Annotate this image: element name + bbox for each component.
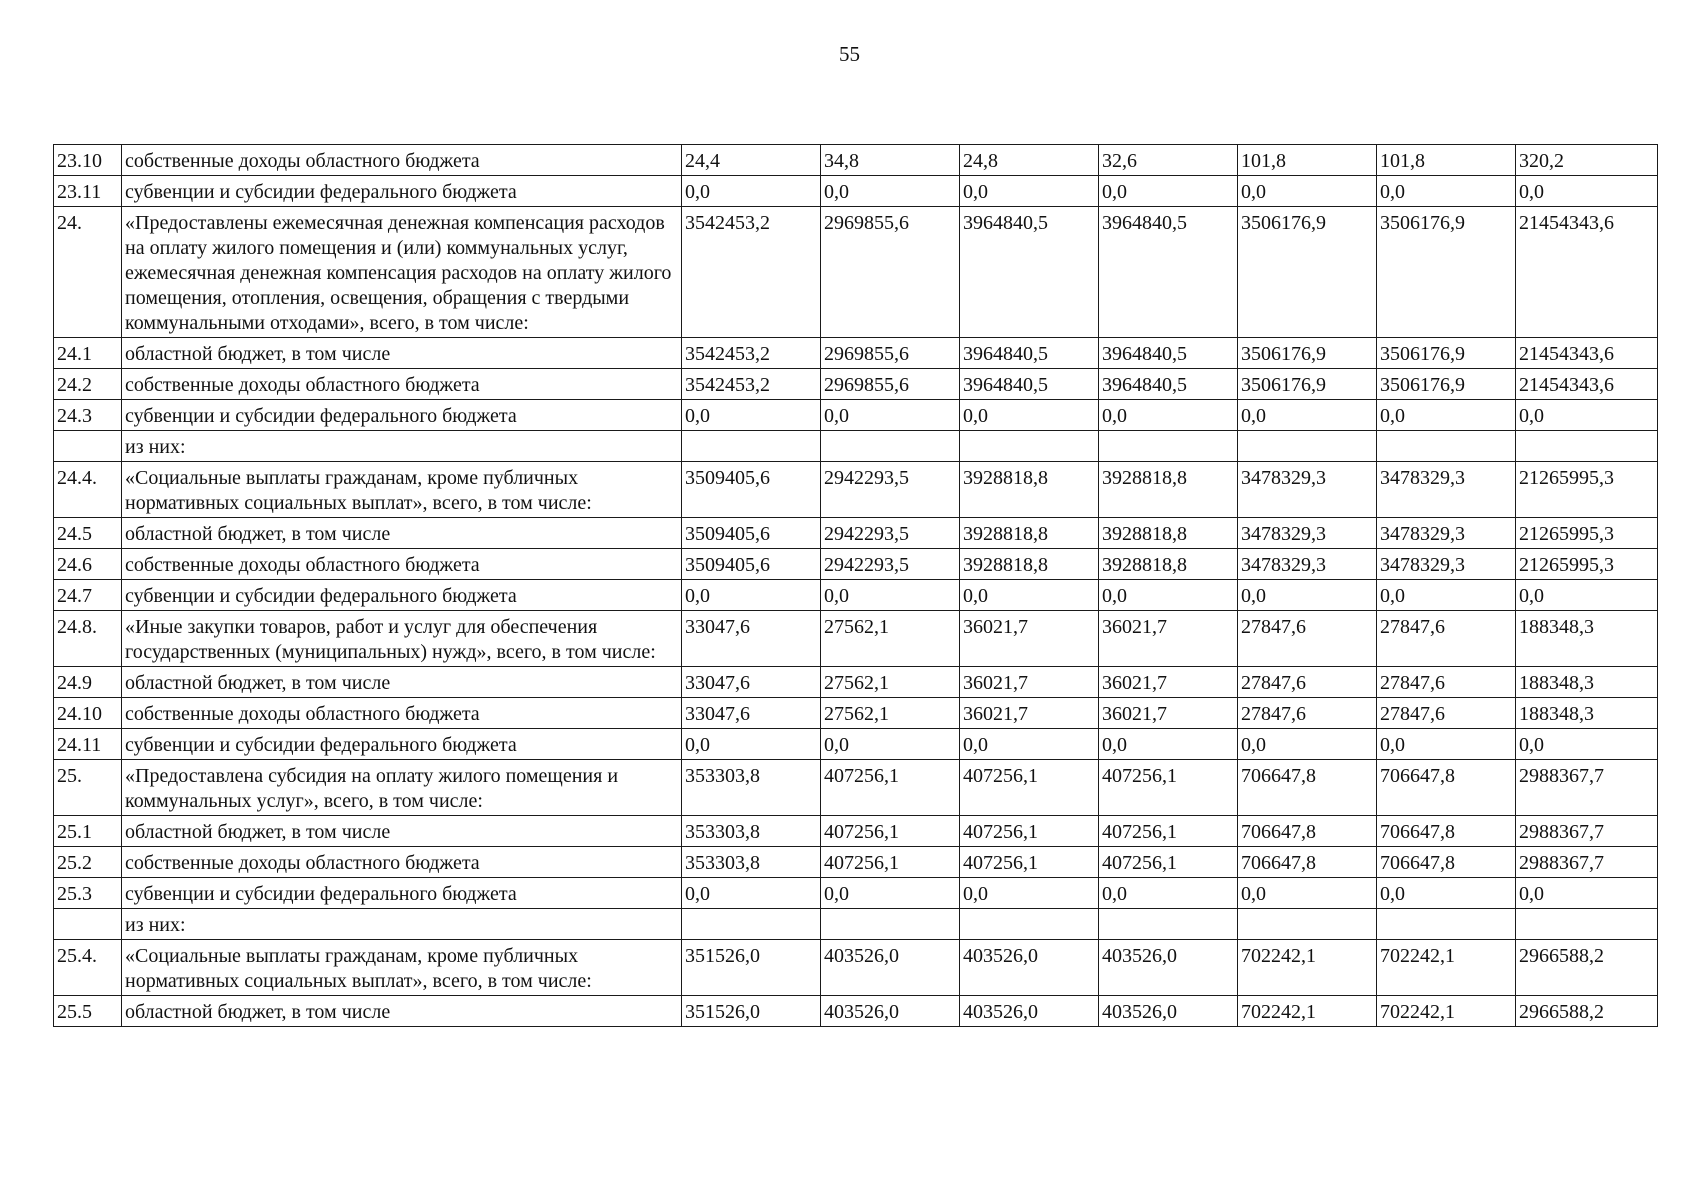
row-value-cell: 0,0 <box>1377 729 1516 760</box>
budget-table <box>53 144 1658 1027</box>
row-value-cell: 33047,6 <box>682 611 821 667</box>
row-total-cell: 21265995,3 <box>1516 549 1658 580</box>
row-value-cell: 407256,1 <box>821 816 960 847</box>
row-value-cell: 3928818,8 <box>1099 462 1238 518</box>
row-value-cell: 2942293,5 <box>821 549 960 580</box>
row-value-cell: 407256,1 <box>960 847 1099 878</box>
row-total-cell: 188348,3 <box>1516 698 1658 729</box>
row-value-cell: 407256,1 <box>1099 816 1238 847</box>
row-value-cell: 0,0 <box>1099 878 1238 909</box>
row-value-cell: 0,0 <box>682 400 821 431</box>
row-value-cell: 3928818,8 <box>1099 549 1238 580</box>
row-name-cell: субвенции и субсидии федерального бюджета <box>122 878 682 909</box>
row-value-cell: 36021,7 <box>960 611 1099 667</box>
row-value-cell <box>821 909 960 940</box>
row-value-cell: 407256,1 <box>821 760 960 816</box>
row-value-cell: 2969855,6 <box>821 338 960 369</box>
table-row <box>54 996 1658 1027</box>
row-value-cell: 3478329,3 <box>1377 549 1516 580</box>
row-value-cell: 0,0 <box>1099 176 1238 207</box>
row-value-cell: 407256,1 <box>960 816 1099 847</box>
row-value-cell: 3542453,2 <box>682 369 821 400</box>
row-value-cell: 0,0 <box>1377 878 1516 909</box>
table-row <box>54 431 1658 462</box>
row-value-cell <box>1238 431 1377 462</box>
row-name-cell: собственные доходы областного бюджета <box>122 369 682 400</box>
row-total-cell: 188348,3 <box>1516 667 1658 698</box>
row-value-cell: 3509405,6 <box>682 518 821 549</box>
row-code-cell: 24.11 <box>54 729 122 760</box>
row-code-cell: 25.3 <box>54 878 122 909</box>
row-name-cell: областной бюджет, в том числе <box>122 667 682 698</box>
row-name-cell: «Предоставлена субсидия на оплату жилого помещения и коммунальных услуг», всего, в том числе: <box>122 760 682 816</box>
row-value-cell: 27562,1 <box>821 667 960 698</box>
row-value-cell: 403526,0 <box>1099 996 1238 1027</box>
row-name-cell: «Иные закупки товаров, работ и услуг для обеспечения государственных (муниципальных) нужд», всего, в том числе: <box>122 611 682 667</box>
table-row <box>54 369 1658 400</box>
row-value-cell: 706647,8 <box>1377 847 1516 878</box>
row-total-cell: 0,0 <box>1516 580 1658 611</box>
row-value-cell: 3509405,6 <box>682 549 821 580</box>
row-value-cell <box>1377 431 1516 462</box>
row-value-cell: 0,0 <box>960 400 1099 431</box>
table-row <box>54 207 1658 338</box>
row-code-cell: 24.9 <box>54 667 122 698</box>
table-row <box>54 145 1658 176</box>
table-row <box>54 729 1658 760</box>
row-total-cell: 2988367,7 <box>1516 847 1658 878</box>
row-value-cell: 3964840,5 <box>960 338 1099 369</box>
row-code-cell: 25.1 <box>54 816 122 847</box>
row-value-cell: 3506176,9 <box>1238 338 1377 369</box>
row-value-cell: 0,0 <box>682 176 821 207</box>
row-value-cell: 407256,1 <box>960 760 1099 816</box>
row-value-cell: 2969855,6 <box>821 369 960 400</box>
table-row <box>54 462 1658 518</box>
row-code-cell: 25.5 <box>54 996 122 1027</box>
row-name-cell: субвенции и субсидии федерального бюджета <box>122 176 682 207</box>
row-value-cell: 706647,8 <box>1238 816 1377 847</box>
row-code-cell: 24.8. <box>54 611 122 667</box>
row-value-cell: 24,4 <box>682 145 821 176</box>
row-value-cell: 403526,0 <box>960 996 1099 1027</box>
row-value-cell: 0,0 <box>1377 580 1516 611</box>
row-value-cell: 407256,1 <box>821 847 960 878</box>
row-value-cell: 702242,1 <box>1377 940 1516 996</box>
row-value-cell: 3928818,8 <box>1099 518 1238 549</box>
row-value-cell: 706647,8 <box>1238 847 1377 878</box>
row-value-cell: 3964840,5 <box>1099 338 1238 369</box>
row-value-cell: 0,0 <box>1238 729 1377 760</box>
row-value-cell: 2942293,5 <box>821 462 960 518</box>
table-row <box>54 580 1658 611</box>
row-value-cell: 403526,0 <box>821 996 960 1027</box>
row-total-cell: 21265995,3 <box>1516 518 1658 549</box>
row-name-cell: собственные доходы областного бюджета <box>122 145 682 176</box>
row-name-cell: областной бюджет, в том числе <box>122 338 682 369</box>
row-value-cell: 3964840,5 <box>960 369 1099 400</box>
row-code-cell: 23.11 <box>54 176 122 207</box>
row-value-cell: 3928818,8 <box>960 518 1099 549</box>
row-code-cell: 24.1 <box>54 338 122 369</box>
row-value-cell <box>960 431 1099 462</box>
row-value-cell: 0,0 <box>960 580 1099 611</box>
row-value-cell: 0,0 <box>1377 400 1516 431</box>
row-total-cell: 21454343,6 <box>1516 207 1658 338</box>
row-value-cell: 32,6 <box>1099 145 1238 176</box>
row-value-cell: 101,8 <box>1377 145 1516 176</box>
row-total-cell: 21454343,6 <box>1516 338 1658 369</box>
row-name-cell: собственные доходы областного бюджета <box>122 698 682 729</box>
page-number: 55 <box>839 42 860 66</box>
row-value-cell: 351526,0 <box>682 996 821 1027</box>
row-value-cell: 0,0 <box>1238 580 1377 611</box>
row-value-cell: 0,0 <box>1238 878 1377 909</box>
row-value-cell: 0,0 <box>682 580 821 611</box>
table-row <box>54 176 1658 207</box>
row-value-cell: 3478329,3 <box>1238 462 1377 518</box>
table-row <box>54 338 1658 369</box>
budget-table-body <box>54 145 1658 1027</box>
row-name-cell: областной бюджет, в том числе <box>122 518 682 549</box>
row-name-cell: «Предоставлены ежемесячная денежная компенсация расходов на оплату жилого помещения и (или) коммунальных услуг, ежемесячная денежная компенсация расходов на оплату жилого помещения, отопления, освещения, обращения с твердыми коммунальными отходами», всего, в том числе: <box>122 207 682 338</box>
row-name-cell: областной бюджет, в том числе <box>122 996 682 1027</box>
row-value-cell: 0,0 <box>821 176 960 207</box>
table-row <box>54 940 1658 996</box>
row-value-cell: 3478329,3 <box>1238 549 1377 580</box>
row-value-cell: 0,0 <box>821 580 960 611</box>
row-value-cell: 3964840,5 <box>960 207 1099 338</box>
row-code-cell <box>54 909 122 940</box>
row-value-cell <box>682 431 821 462</box>
row-value-cell: 36021,7 <box>960 698 1099 729</box>
row-value-cell: 27847,6 <box>1377 667 1516 698</box>
row-code-cell <box>54 431 122 462</box>
row-total-cell: 0,0 <box>1516 729 1658 760</box>
row-value-cell: 702242,1 <box>1238 996 1377 1027</box>
row-value-cell: 351526,0 <box>682 940 821 996</box>
row-value-cell <box>1377 909 1516 940</box>
row-value-cell: 3506176,9 <box>1377 338 1516 369</box>
row-value-cell: 353303,8 <box>682 847 821 878</box>
row-name-cell: из них: <box>122 431 682 462</box>
row-value-cell: 403526,0 <box>1099 940 1238 996</box>
row-value-cell: 0,0 <box>821 729 960 760</box>
row-value-cell: 702242,1 <box>1377 996 1516 1027</box>
row-total-cell: 2988367,7 <box>1516 816 1658 847</box>
row-value-cell: 3506176,9 <box>1238 369 1377 400</box>
table-row <box>54 847 1658 878</box>
row-value-cell <box>1099 909 1238 940</box>
table-row <box>54 760 1658 816</box>
row-value-cell: 0,0 <box>1099 400 1238 431</box>
row-name-cell: областной бюджет, в том числе <box>122 816 682 847</box>
row-value-cell: 403526,0 <box>821 940 960 996</box>
row-value-cell: 407256,1 <box>1099 760 1238 816</box>
row-value-cell: 34,8 <box>821 145 960 176</box>
row-value-cell <box>960 909 1099 940</box>
row-code-cell: 24.4. <box>54 462 122 518</box>
row-value-cell: 0,0 <box>1238 176 1377 207</box>
row-code-cell: 25. <box>54 760 122 816</box>
row-value-cell: 2969855,6 <box>821 207 960 338</box>
row-value-cell: 27847,6 <box>1238 667 1377 698</box>
row-code-cell: 24.3 <box>54 400 122 431</box>
row-total-cell: 21454343,6 <box>1516 369 1658 400</box>
row-value-cell: 3928818,8 <box>960 549 1099 580</box>
row-value-cell: 24,8 <box>960 145 1099 176</box>
row-code-cell: 23.10 <box>54 145 122 176</box>
row-value-cell: 702242,1 <box>1238 940 1377 996</box>
row-name-cell: «Социальные выплаты гражданам, кроме публичных нормативных социальных выплат», всего, в том числе: <box>122 462 682 518</box>
row-value-cell: 36021,7 <box>1099 698 1238 729</box>
row-code-cell: 24.6 <box>54 549 122 580</box>
row-value-cell: 36021,7 <box>1099 611 1238 667</box>
row-value-cell: 3964840,5 <box>1099 207 1238 338</box>
row-value-cell <box>1099 431 1238 462</box>
row-value-cell: 0,0 <box>1377 176 1516 207</box>
row-value-cell: 706647,8 <box>1238 760 1377 816</box>
row-value-cell: 3509405,6 <box>682 462 821 518</box>
row-value-cell: 0,0 <box>960 878 1099 909</box>
row-value-cell: 3506176,9 <box>1377 369 1516 400</box>
row-value-cell: 2942293,5 <box>821 518 960 549</box>
row-name-cell: субвенции и субсидии федерального бюджета <box>122 400 682 431</box>
row-value-cell: 0,0 <box>682 729 821 760</box>
row-name-cell: собственные доходы областного бюджета <box>122 847 682 878</box>
row-value-cell <box>1238 909 1377 940</box>
row-value-cell: 353303,8 <box>682 760 821 816</box>
row-total-cell <box>1516 909 1658 940</box>
row-total-cell: 0,0 <box>1516 176 1658 207</box>
row-total-cell: 2988367,7 <box>1516 760 1658 816</box>
row-value-cell: 3542453,2 <box>682 207 821 338</box>
row-value-cell: 27562,1 <box>821 611 960 667</box>
row-value-cell: 0,0 <box>960 729 1099 760</box>
row-value-cell: 27562,1 <box>821 698 960 729</box>
row-total-cell: 2966588,2 <box>1516 996 1658 1027</box>
table-row <box>54 667 1658 698</box>
row-value-cell: 27847,6 <box>1238 611 1377 667</box>
row-value-cell: 706647,8 <box>1377 816 1516 847</box>
table-row <box>54 816 1658 847</box>
row-value-cell: 0,0 <box>821 400 960 431</box>
row-value-cell: 3478329,3 <box>1377 518 1516 549</box>
row-value-cell: 36021,7 <box>1099 667 1238 698</box>
row-value-cell: 3478329,3 <box>1377 462 1516 518</box>
row-value-cell: 3506176,9 <box>1377 207 1516 338</box>
row-name-cell: из них: <box>122 909 682 940</box>
row-total-cell: 320,2 <box>1516 145 1658 176</box>
row-code-cell: 24.7 <box>54 580 122 611</box>
row-total-cell: 2966588,2 <box>1516 940 1658 996</box>
row-value-cell: 0,0 <box>682 878 821 909</box>
row-name-cell: собственные доходы областного бюджета <box>122 549 682 580</box>
row-value-cell: 0,0 <box>1099 580 1238 611</box>
table-row <box>54 611 1658 667</box>
row-code-cell: 24.10 <box>54 698 122 729</box>
row-value-cell: 101,8 <box>1238 145 1377 176</box>
row-value-cell: 33047,6 <box>682 667 821 698</box>
row-value-cell: 0,0 <box>821 878 960 909</box>
row-value-cell: 353303,8 <box>682 816 821 847</box>
row-value-cell: 407256,1 <box>1099 847 1238 878</box>
row-value-cell: 706647,8 <box>1377 760 1516 816</box>
row-code-cell: 24.5 <box>54 518 122 549</box>
row-total-cell: 0,0 <box>1516 878 1658 909</box>
row-total-cell: 21265995,3 <box>1516 462 1658 518</box>
row-total-cell <box>1516 431 1658 462</box>
row-value-cell: 3542453,2 <box>682 338 821 369</box>
row-value-cell: 3506176,9 <box>1238 207 1377 338</box>
table-row <box>54 549 1658 580</box>
row-code-cell: 25.2 <box>54 847 122 878</box>
row-value-cell: 3964840,5 <box>1099 369 1238 400</box>
row-name-cell: субвенции и субсидии федерального бюджета <box>122 729 682 760</box>
table-row <box>54 878 1658 909</box>
row-name-cell: субвенции и субсидии федерального бюджета <box>122 580 682 611</box>
row-code-cell: 24. <box>54 207 122 338</box>
row-code-cell: 24.2 <box>54 369 122 400</box>
row-value-cell: 0,0 <box>1238 400 1377 431</box>
row-value-cell: 27847,6 <box>1238 698 1377 729</box>
row-total-cell: 0,0 <box>1516 400 1658 431</box>
table-row <box>54 698 1658 729</box>
row-value-cell: 33047,6 <box>682 698 821 729</box>
row-value-cell: 3478329,3 <box>1238 518 1377 549</box>
table-row <box>54 400 1658 431</box>
row-value-cell: 3928818,8 <box>960 462 1099 518</box>
row-value-cell: 36021,7 <box>960 667 1099 698</box>
row-value-cell: 27847,6 <box>1377 611 1516 667</box>
row-value-cell: 27847,6 <box>1377 698 1516 729</box>
row-code-cell: 25.4. <box>54 940 122 996</box>
row-value-cell: 0,0 <box>960 176 1099 207</box>
table-row <box>54 518 1658 549</box>
row-value-cell: 403526,0 <box>960 940 1099 996</box>
row-total-cell: 188348,3 <box>1516 611 1658 667</box>
row-value-cell <box>821 431 960 462</box>
row-name-cell: «Социальные выплаты гражданам, кроме публичных нормативных социальных выплат», всего, в том числе: <box>122 940 682 996</box>
row-value-cell <box>682 909 821 940</box>
row-value-cell: 0,0 <box>1099 729 1238 760</box>
table-row <box>54 909 1658 940</box>
